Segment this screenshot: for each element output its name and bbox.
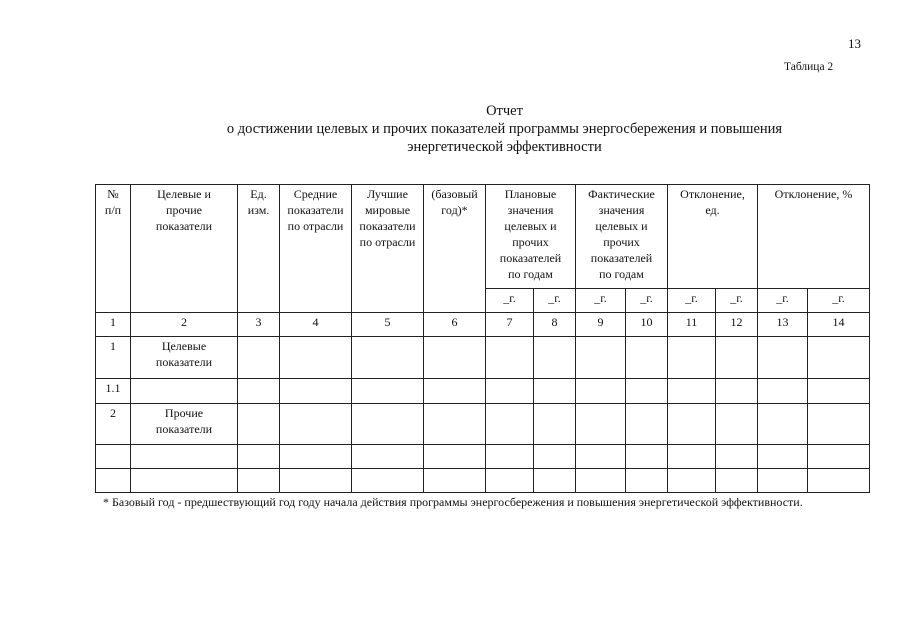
header-base-year: (базовый год)* bbox=[424, 185, 486, 313]
header-deviation-percent: Отклонение, % bbox=[758, 185, 870, 289]
column-number-row bbox=[96, 313, 870, 337]
header-planned: Плановые значения целевых и прочих показателей по годам bbox=[486, 185, 576, 289]
year-cell: _г. bbox=[486, 289, 534, 313]
column-number: 11 bbox=[668, 313, 716, 337]
column-number: 2 bbox=[131, 313, 238, 337]
column-number: 13 bbox=[758, 313, 808, 337]
column-number: 1 bbox=[96, 313, 131, 337]
year-cell: _г. bbox=[626, 289, 668, 313]
header-row bbox=[96, 185, 870, 289]
table-row bbox=[96, 445, 870, 469]
footnote: * Базовый год - предшествующий год году начала действия программы энергосбережения и повышения энергетической эффективности. bbox=[103, 495, 803, 509]
row-name: Прочие показатели bbox=[131, 404, 238, 445]
row-name bbox=[131, 379, 238, 404]
year-cell: _г. bbox=[758, 289, 808, 313]
row-name: Целевые показатели bbox=[131, 337, 238, 379]
table-row bbox=[96, 379, 870, 404]
header-deviation-units: Отклонение, ед. bbox=[668, 185, 758, 289]
column-number: 7 bbox=[486, 313, 534, 337]
column-number: 6 bbox=[424, 313, 486, 337]
report-title: Отчет bbox=[486, 103, 523, 119]
row-name bbox=[131, 445, 238, 469]
column-number: 8 bbox=[534, 313, 576, 337]
table-label: Таблица 2 bbox=[784, 61, 834, 73]
row-number: 1 bbox=[96, 337, 131, 379]
row-number bbox=[96, 469, 131, 493]
year-cell: _г. bbox=[668, 289, 716, 313]
year-cell: _г. bbox=[534, 289, 576, 313]
row-number: 2 bbox=[96, 404, 131, 445]
table-row bbox=[96, 469, 870, 493]
column-number: 9 bbox=[576, 313, 626, 337]
column-number: 4 bbox=[280, 313, 352, 337]
column-number: 10 bbox=[626, 313, 668, 337]
row-number: 1.1 bbox=[96, 379, 131, 404]
row-number bbox=[96, 445, 131, 469]
report-subtitle-line2: энергетической эффективности bbox=[407, 139, 602, 155]
page-number: 13 bbox=[848, 36, 861, 51]
report-subtitle-line1: о достижении целевых и прочих показателей программы энергосбережения и повышения bbox=[226, 121, 783, 137]
report-table bbox=[95, 184, 870, 493]
table-row bbox=[96, 337, 870, 379]
year-cell: _г. bbox=[576, 289, 626, 313]
row-name bbox=[131, 469, 238, 493]
header-best: Лучшие мировые показатели по отрасли bbox=[352, 185, 424, 313]
header-average: Средние показатели по отрасли bbox=[280, 185, 352, 313]
header-actual: Фактические значения целевых и прочих показателей по годам bbox=[576, 185, 668, 289]
header-indicators: Целевые и прочие показатели bbox=[131, 185, 238, 313]
header-unit: Ед. изм. bbox=[238, 185, 280, 313]
column-number: 3 bbox=[238, 313, 280, 337]
column-number: 5 bbox=[352, 313, 424, 337]
year-cell: _г. bbox=[716, 289, 758, 313]
column-number: 14 bbox=[808, 313, 870, 337]
header-num: № п/п bbox=[96, 185, 131, 313]
year-cell: _г. bbox=[808, 289, 870, 313]
table-row bbox=[96, 404, 870, 445]
column-number: 12 bbox=[716, 313, 758, 337]
